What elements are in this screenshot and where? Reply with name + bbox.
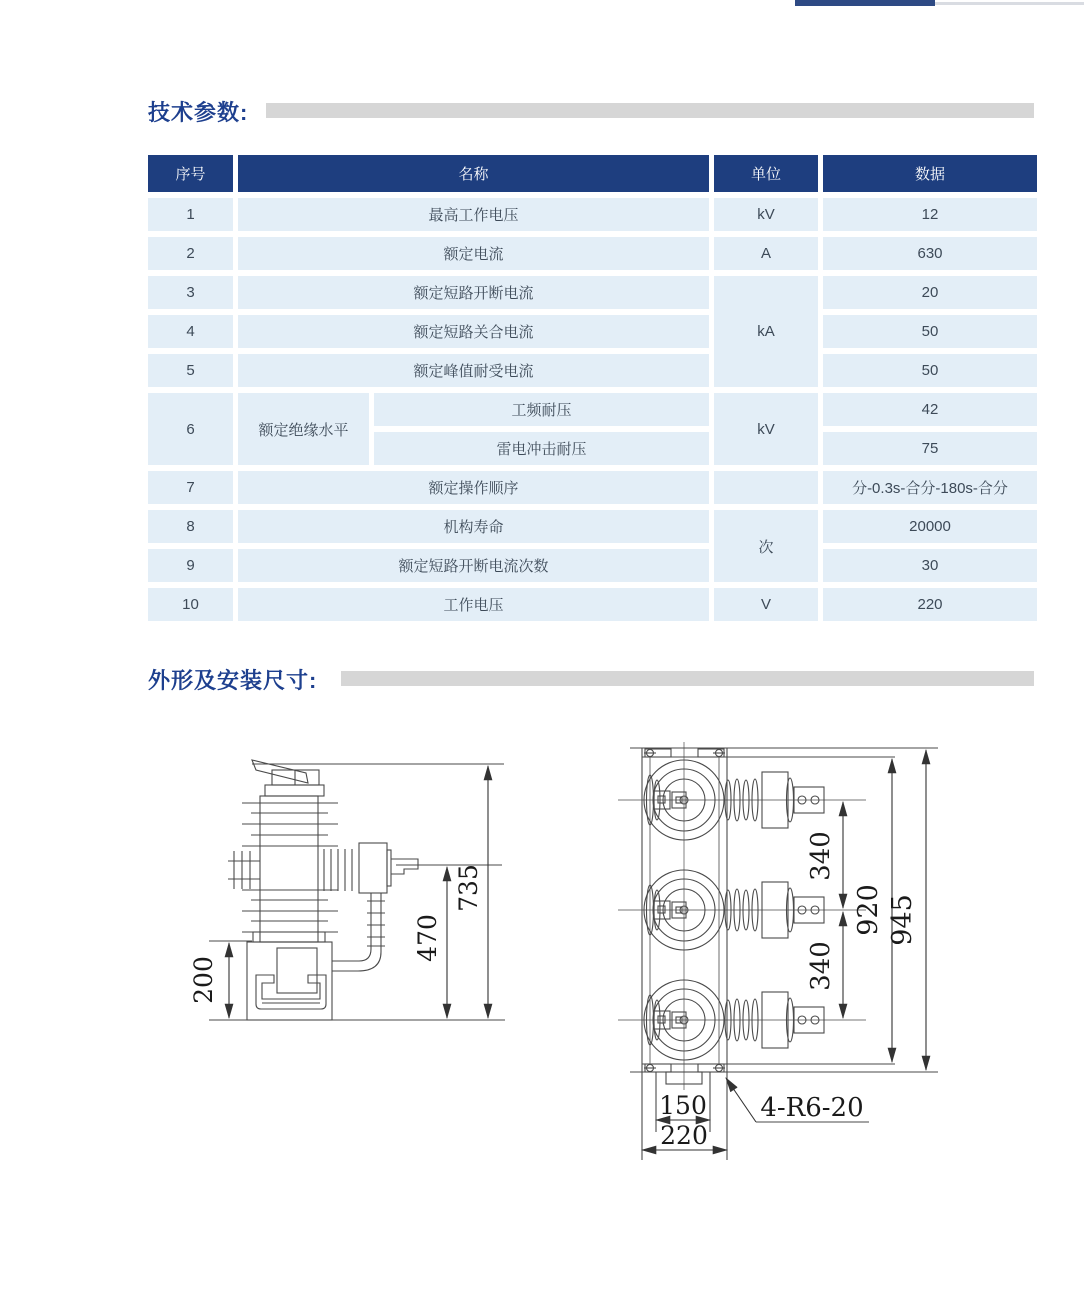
- row-index: 8: [148, 510, 233, 543]
- section-title-bar: [266, 103, 1034, 118]
- row-name: 最高工作电压: [238, 198, 709, 231]
- row-data: 220: [823, 588, 1037, 621]
- row-unit: V: [714, 588, 818, 621]
- row-index: 2: [148, 237, 233, 270]
- top-edge-gray-line: [935, 2, 1084, 5]
- dim-pole-spacing-bottom: 340: [806, 941, 836, 991]
- row-unit-empty: [714, 471, 818, 504]
- dim-pole-spacing-top: 340: [806, 831, 836, 881]
- row-index: 1: [148, 198, 233, 231]
- row-unit-merged: 次: [714, 510, 818, 582]
- top-view-drawing: [600, 730, 1040, 1170]
- row-data: 630: [823, 237, 1037, 270]
- row-subname: 雷电冲击耐压: [374, 432, 709, 465]
- row-data: 50: [823, 354, 1037, 387]
- row-name: 机构寿命: [238, 510, 709, 543]
- row-index: 4: [148, 315, 233, 348]
- row-unit-merged: kV: [714, 393, 818, 465]
- row-name-group: 额定绝缘水平: [238, 393, 369, 465]
- row-data: 30: [823, 549, 1037, 582]
- section-title-dimensions: 外形及安装尺寸:: [148, 668, 318, 693]
- row-index: 7: [148, 471, 233, 504]
- row-name: 额定短路关合电流: [238, 315, 709, 348]
- row-data: 42: [823, 393, 1037, 426]
- row-subname: 工频耐压: [374, 393, 709, 426]
- row-name: 工作电压: [238, 588, 709, 621]
- row-name: 额定电流: [238, 237, 709, 270]
- row-data: 50: [823, 315, 1037, 348]
- row-unit: kV: [714, 198, 818, 231]
- row-data: 20: [823, 276, 1037, 309]
- mounting-hole-note: 4-R6-20: [760, 1093, 864, 1123]
- side-view-drawing: [180, 740, 540, 1060]
- row-data: 分-0.3s-合分-180s-合分: [823, 471, 1037, 504]
- row-unit: A: [714, 237, 818, 270]
- dim-frame-length: 920: [853, 884, 884, 936]
- row-unit-merged: kA: [714, 276, 818, 387]
- dim-slot-inner-width: 150: [659, 1091, 707, 1120]
- dim-channel-width: 220: [660, 1121, 708, 1150]
- section-title-bar: [341, 671, 1034, 686]
- col-header-name: 名称: [238, 155, 709, 192]
- section-title-tech-params: 技术参数:: [148, 100, 249, 125]
- row-index: 6: [148, 393, 233, 465]
- row-name: 额定峰值耐受电流: [238, 354, 709, 387]
- row-index: 5: [148, 354, 233, 387]
- row-index: 9: [148, 549, 233, 582]
- dim-total-height: 735: [454, 864, 483, 912]
- row-name: 额定短路开断电流次数: [238, 549, 709, 582]
- row-name: 额定短路开断电流: [238, 276, 709, 309]
- spec-table: [148, 155, 1037, 621]
- row-data: 75: [823, 432, 1037, 465]
- col-header-index: 序号: [148, 155, 233, 192]
- row-data: 20000: [823, 510, 1037, 543]
- row-index: 10: [148, 588, 233, 621]
- row-name: 额定操作顺序: [238, 471, 709, 504]
- dim-base-height: 200: [189, 956, 218, 1004]
- dim-bushing-height: 470: [413, 914, 442, 962]
- col-header-data: 数据: [823, 155, 1037, 192]
- col-header-unit: 单位: [714, 155, 818, 192]
- row-data: 12: [823, 198, 1037, 231]
- top-edge-accent-bar: [795, 0, 935, 6]
- row-index: 3: [148, 276, 233, 309]
- dim-overall-length: 945: [887, 894, 918, 946]
